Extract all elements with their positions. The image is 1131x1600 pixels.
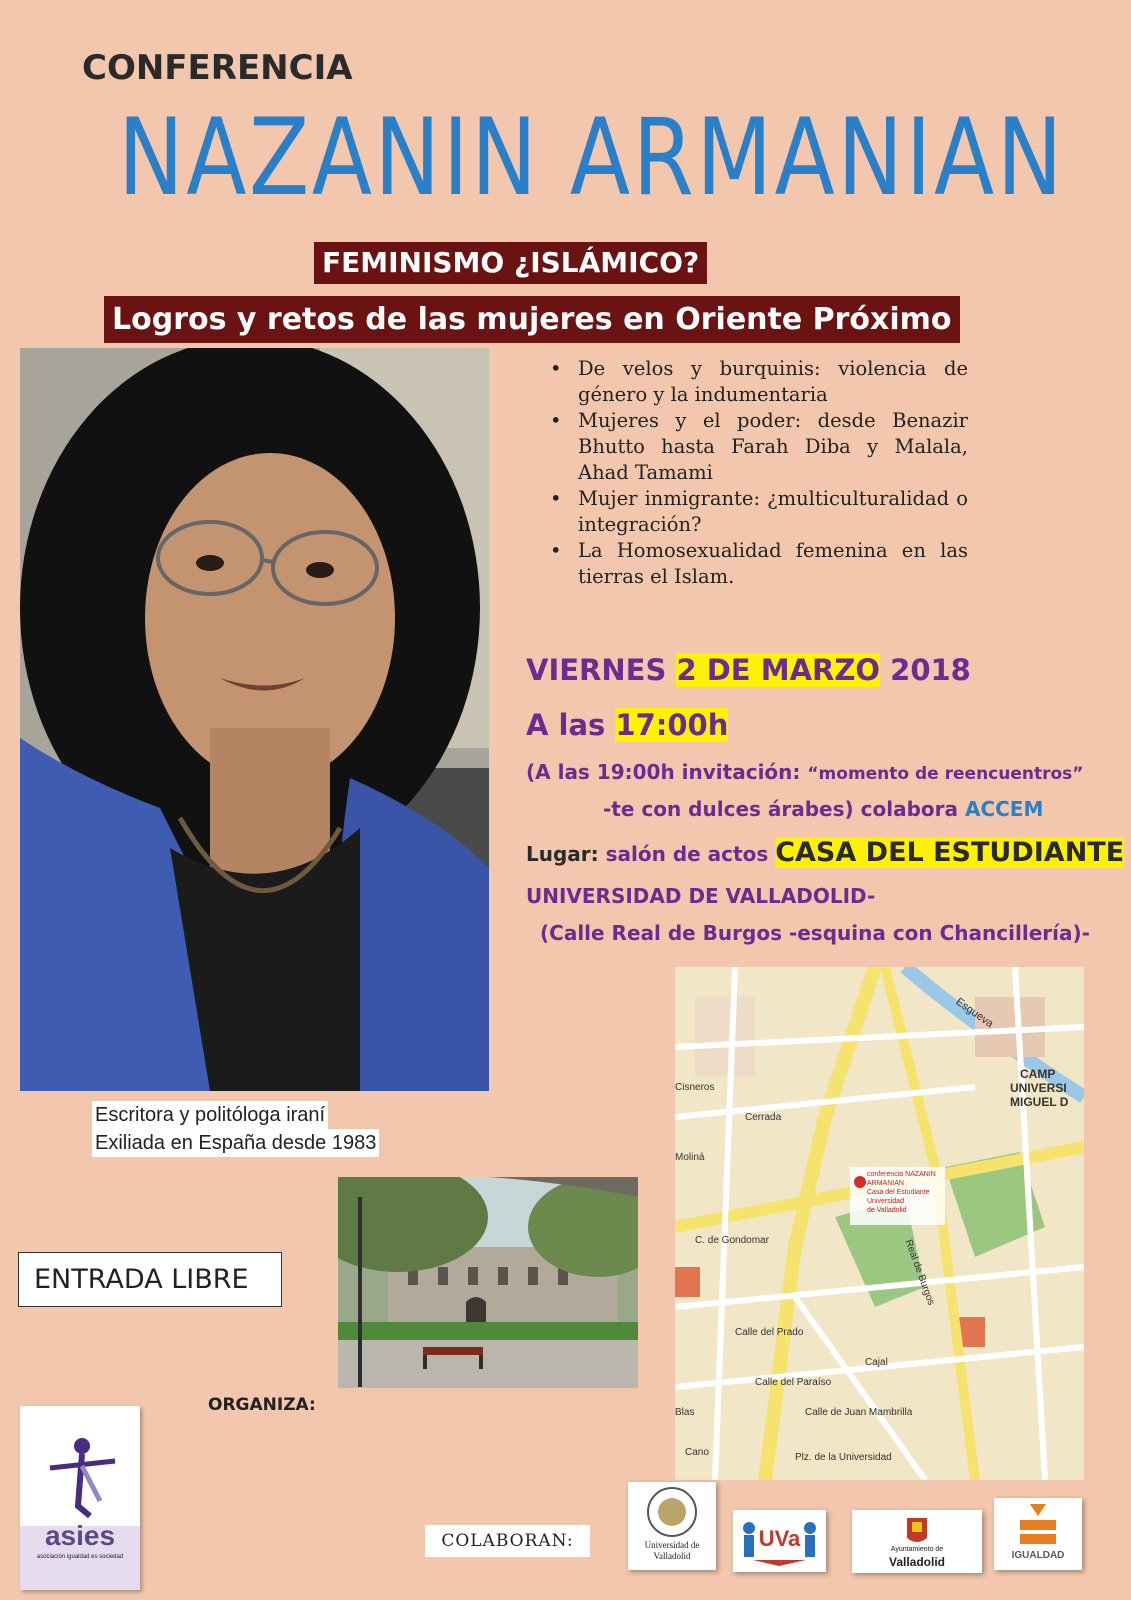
time-highlight: 17:00h [615,708,729,742]
map-label: Cisneros [675,1082,715,1093]
ayto-top-text: Ayuntamiento de [890,1546,944,1553]
building-photo [338,1177,638,1388]
map-marker-line: de Valladolid [867,1207,907,1214]
place-text: salón de actos [605,842,769,866]
list-item: • La Homosexualidad femenina en las tierras el Islam. [548,538,968,590]
banner-subtitle: Logros y retos de las mujeres en Oriente Próximo [104,296,960,343]
univ-logo-text: Universidad de Valladolid [644,1540,700,1561]
map-label: Real de Burgos [902,1238,937,1307]
list-item: • Mujer inmigrante: ¿multiculturalidad o integración? [548,486,968,538]
map-label: Cano [685,1447,709,1458]
invitation-detail: -te con dulces árabes) colabora [603,797,958,821]
asies-wordmark: asies [44,1520,116,1551]
invitation-quote: “momento de reencuentros” [807,764,1084,784]
event-year: 2018 [890,653,971,687]
map-label: Plz. de la Universidad [795,1452,892,1463]
event-date-highlight: 2 DE MARZO [676,653,881,687]
asies-logo [20,1406,140,1590]
map-label: Calle del Paraíso [755,1377,832,1388]
caption-line-1: Escritora y politóloga iraní [92,1101,328,1129]
colaboran-label: COLABORAN: [425,1525,590,1557]
igualdad-logo [994,1498,1082,1570]
map-marker-label [867,1170,936,1215]
uva-wordmark: UVa [758,1526,801,1551]
invitation-line [526,760,1083,784]
organiza-label: ORGANIZA: [208,1395,316,1415]
map-label: C. de Gondomar [695,1235,769,1246]
place-highlight: CASA DEL ESTUDIANTE [775,837,1125,868]
universidad-valladolid-logo [628,1482,716,1570]
uva-logo [733,1510,826,1572]
conference-label: CONFERENCIA [82,48,353,88]
event-day: VIERNES [526,653,667,687]
event-time [526,708,728,742]
list-item: • Mujeres y el poder: desde Benazir Bhutto hasta Farah Diba y Malala, Ahad Tamami [548,408,968,486]
entrada-libre-box: ENTRADA LIBRE [18,1252,282,1307]
map-label: CAMP [1020,1067,1056,1081]
ayuntamiento-valladolid-logo [852,1510,982,1573]
invitation-line-2 [603,797,1043,821]
map-label: UNIVERSI [1010,1081,1067,1095]
list-item: • De velos y burquinis: violencia de género y la indumentaria [548,356,968,408]
time-prefix: A las [526,708,606,742]
map-marker-line: Casa del Estudiante [867,1189,930,1196]
asies-tagline: asociación igualdad es sociedad [36,1554,124,1560]
location-map [675,967,1084,1480]
invitation-prefix: (A las 19:00h invitación: [526,760,801,784]
map-label: Cajal [865,1357,888,1368]
photo-caption [92,1101,379,1157]
caption-line-2: Exiliada en España desde 1983 [92,1129,379,1157]
collaborator-name: ACCEM [964,797,1044,821]
map-marker-line: Universidad [867,1198,904,1205]
map-label: Esgueva [953,995,996,1031]
event-date [526,653,971,687]
speaker-photo [20,348,489,1091]
map-label: Blas [675,1407,695,1418]
university-line: UNIVERSIDAD DE VALLADOLID- [526,884,876,908]
map-label: Calle del Prado [735,1327,804,1338]
igualdad-text: IGUALDAD [1011,1550,1065,1561]
map-label: Cerrada [745,1112,782,1123]
map-marker-line: conferencia NAZANIN [867,1171,936,1178]
banner-title: FEMINISMO ¿ISLÁMICO? [314,242,707,284]
topics-list [548,356,968,590]
speaker-name-title: NAZANIN ARMANIAN [118,96,1066,219]
map-marker-line: ARMANIAN [867,1180,904,1187]
map-label: Moliná [675,1152,705,1163]
address-line: (Calle Real de Burgos -esquina con Chancillería)- [540,921,1090,945]
ayto-text: Valladolid [888,1555,945,1569]
place-line [526,837,1124,868]
map-label: MIGUEL D [1010,1095,1069,1109]
place-label: Lugar: [526,842,599,866]
map-label: Calle de Juan Mambrilla [805,1407,913,1418]
